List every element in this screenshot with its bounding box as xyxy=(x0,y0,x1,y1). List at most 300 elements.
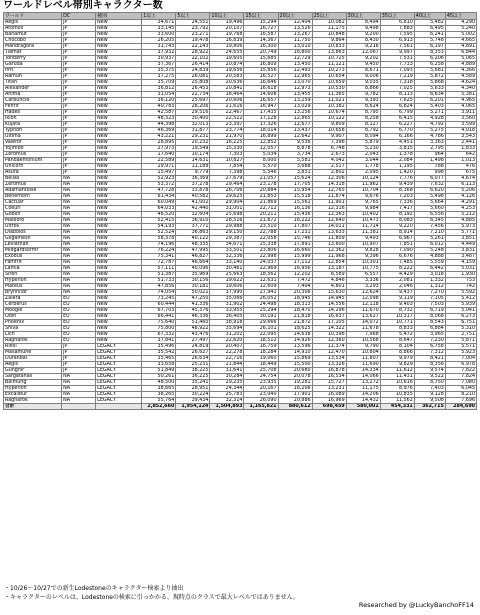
count-cell: 23,935 xyxy=(244,380,278,386)
column-header: 35以上 xyxy=(380,13,414,20)
count-cell: 12,965 xyxy=(278,74,312,80)
count-cell: 35,241 xyxy=(176,380,210,386)
count-cell: 53,372 xyxy=(142,182,176,188)
count-cell: 4,786 xyxy=(414,134,445,140)
dc-cell: JP xyxy=(62,32,96,38)
world-cell: Behemoth xyxy=(4,194,62,200)
count-cell: 4,291 xyxy=(445,200,476,206)
count-cell: 11,678 xyxy=(346,326,380,332)
count-cell: 9,006 xyxy=(346,74,380,80)
type-cell: New xyxy=(96,248,142,254)
count-cell: 8,000 xyxy=(244,158,278,164)
type-cell: New xyxy=(96,74,142,80)
count-cell: 1,833 xyxy=(445,146,476,152)
type-cell: New xyxy=(96,284,142,290)
count-cell: 10,771 xyxy=(380,320,414,326)
count-cell: 29,150 xyxy=(210,230,244,236)
type-cell xyxy=(96,404,142,410)
count-cell: 35,709 xyxy=(142,80,176,86)
count-cell: 13,259 xyxy=(278,98,312,104)
world-cell: Cerberus xyxy=(4,302,62,308)
count-cell: 61,434 xyxy=(142,194,176,200)
count-cell: 18,512 xyxy=(244,338,278,344)
count-cell: 1,312 xyxy=(414,284,445,290)
count-cell: 10,174 xyxy=(176,152,210,158)
count-cell: 5,581 xyxy=(278,158,312,164)
count-cell: 22,095 xyxy=(244,332,278,338)
count-cell: 21,844 xyxy=(210,362,244,368)
count-cell: 19,606 xyxy=(210,284,244,290)
count-cell: 22,620 xyxy=(210,338,244,344)
count-cell: 13,010 xyxy=(278,44,312,50)
count-cell: 7,854 xyxy=(210,164,244,170)
count-cell: 14,318 xyxy=(312,182,346,188)
count-cell: 9,997 xyxy=(380,50,414,56)
count-cell: 24,754 xyxy=(244,374,278,380)
type-cell: New xyxy=(96,92,142,98)
count-cell: 19,768 xyxy=(210,32,244,38)
dc-cell: EU xyxy=(62,314,96,320)
count-cell: 2,751 xyxy=(445,332,476,338)
count-cell: 22,712 xyxy=(244,206,278,212)
count-cell: 12,973 xyxy=(278,86,312,92)
count-cell: 24,655 xyxy=(210,50,244,56)
dc-cell: JP xyxy=(62,20,96,26)
dc-cell: NA xyxy=(62,392,96,398)
world-cell: Hyperion xyxy=(4,278,62,284)
count-cell: 10,382 xyxy=(312,104,346,110)
count-cell: 28,516 xyxy=(210,218,244,224)
count-cell: 6,824 xyxy=(380,104,414,110)
dc-cell: NA xyxy=(62,272,96,278)
count-cell: 7,396 xyxy=(312,140,346,146)
type-cell: New xyxy=(96,50,142,56)
count-cell: 7,883 xyxy=(380,26,414,32)
count-cell: 6,751 xyxy=(445,320,476,326)
count-cell: 16,646 xyxy=(244,80,278,86)
world-cell: Cactuar xyxy=(4,200,62,206)
world-cell: Ragnarok xyxy=(4,338,62,344)
count-cell: 7,733 xyxy=(380,62,414,68)
dc-cell: JP xyxy=(62,152,96,158)
count-cell: 22,969 xyxy=(244,266,278,272)
count-cell: 48,500 xyxy=(142,380,176,386)
count-cell: 29,387 xyxy=(210,236,244,242)
count-cell: 25,294 xyxy=(244,308,278,314)
count-cell: 13,267 xyxy=(278,32,312,38)
count-cell: 5,271 xyxy=(414,110,445,116)
column-header: 15以上 xyxy=(244,13,278,20)
count-cell: 26,090 xyxy=(244,398,278,404)
count-cell: 5,206 xyxy=(445,188,476,194)
count-cell: 11,121 xyxy=(312,62,346,68)
count-cell: 5,660 xyxy=(414,206,445,212)
count-cell: 40,582 xyxy=(176,194,210,200)
world-cell: Ragnarok xyxy=(4,398,62,404)
dc-cell: JP xyxy=(62,146,96,152)
count-cell: 6,844 xyxy=(445,50,476,56)
type-cell: New xyxy=(96,20,142,26)
count-cell: 31,877 xyxy=(176,128,210,134)
count-cell: 5,939 xyxy=(445,302,476,308)
type-cell: New xyxy=(96,302,142,308)
count-cell: 362,715 xyxy=(414,404,445,410)
count-cell: 25,697 xyxy=(176,98,210,104)
count-cell: 6,241 xyxy=(414,32,445,38)
count-cell: 8,732 xyxy=(380,308,414,314)
dc-cell: JP xyxy=(62,44,96,50)
count-cell: 16,759 xyxy=(244,344,278,350)
dc-cell xyxy=(62,404,96,410)
dc-cell: JP xyxy=(62,86,96,92)
type-cell: New xyxy=(96,320,142,326)
world-cell: Zeromus xyxy=(4,182,62,188)
count-cell: 6,810 xyxy=(380,20,414,26)
count-cell: 12,098 xyxy=(346,296,380,302)
count-cell: 30,461 xyxy=(210,266,244,272)
count-cell: 12,729 xyxy=(278,56,312,62)
count-cell: 14,945 xyxy=(312,296,346,302)
world-cell: Ridill xyxy=(4,344,62,350)
count-cell: 5,310 xyxy=(445,326,476,332)
dc-cell: NA xyxy=(62,176,96,182)
count-cell: 66,441 xyxy=(142,314,176,320)
count-cell: 6,634 xyxy=(414,92,445,98)
type-cell: New xyxy=(96,182,142,188)
count-cell: 6,557 xyxy=(346,272,380,278)
count-cell: 10,082 xyxy=(312,20,346,26)
count-cell: 16,727 xyxy=(244,26,278,32)
type-cell: LEGACY xyxy=(96,374,142,380)
count-cell: 26,634 xyxy=(176,356,210,362)
type-cell: New xyxy=(96,332,142,338)
count-cell: 8,647 xyxy=(380,338,414,344)
count-cell: 4,451 xyxy=(380,140,414,146)
count-cell: 29,235 xyxy=(210,380,244,386)
count-cell: 8,094 xyxy=(346,134,380,140)
count-cell: 9,393 xyxy=(346,98,380,104)
type-cell: New xyxy=(96,128,142,134)
count-cell: 20,841 xyxy=(210,86,244,92)
footnote: ・10/26～10/27での新生Lodestoneのキャラクター検索より抽出 xyxy=(4,585,184,592)
count-cell: 25,808 xyxy=(176,80,210,86)
count-cell: 4,159 xyxy=(445,260,476,266)
dc-cell: NA xyxy=(62,224,96,230)
count-cell: 7,696 xyxy=(445,398,476,404)
count-cell: 35,465 xyxy=(142,356,176,362)
count-cell: 1,930 xyxy=(445,272,476,278)
count-cell: 12,057 xyxy=(244,146,278,152)
count-cell: 6,206 xyxy=(414,56,445,62)
world-cell: Midgardsormr xyxy=(4,248,62,254)
footnotes xyxy=(4,584,299,602)
count-cell: 22,102 xyxy=(176,56,210,62)
world-cell: Mandragora xyxy=(4,44,62,50)
count-cell: 10,654 xyxy=(312,74,346,80)
count-cell: 8,878 xyxy=(278,146,312,152)
dc-cell: NA xyxy=(62,290,96,296)
count-cell: 9,200 xyxy=(346,32,380,38)
count-cell: 10,658 xyxy=(312,128,346,134)
count-cell: 4,889 xyxy=(445,62,476,68)
count-cell: 29,904 xyxy=(210,200,244,206)
count-cell: 9,907 xyxy=(312,134,346,140)
count-cell: 25,698 xyxy=(210,212,244,218)
count-cell: 7,822 xyxy=(445,368,476,374)
count-cell: 17,105 xyxy=(312,320,346,326)
count-cell: 9,437 xyxy=(380,290,414,296)
world-cell: Asura xyxy=(4,170,62,176)
count-cell: 454,331 xyxy=(380,404,414,410)
count-cell: 7,318 xyxy=(380,80,414,86)
count-cell: 1,013 xyxy=(445,158,476,164)
count-cell: 23,271 xyxy=(176,32,210,38)
dc-cell: NA xyxy=(62,218,96,224)
count-cell: 13,231 xyxy=(312,386,346,392)
count-cell: 8,192 xyxy=(380,212,414,218)
count-cell: 10,616 xyxy=(380,380,414,386)
type-cell: New xyxy=(96,62,142,68)
count-cell: 11,021 xyxy=(312,98,346,104)
world-cell: Masamune xyxy=(4,350,62,356)
count-cell: 1,778 xyxy=(346,164,380,170)
count-cell: 42,587 xyxy=(142,110,176,116)
count-cell: 1,504,893 xyxy=(210,404,244,410)
count-cell: 36,405 xyxy=(210,314,244,320)
count-cell: 19,656 xyxy=(210,68,244,74)
count-cell: 6,770 xyxy=(380,128,414,134)
count-cell: 6,012 xyxy=(414,242,445,248)
column-header: 種別 xyxy=(96,13,142,20)
count-cell: 37,278 xyxy=(176,182,210,188)
dc-cell: JP xyxy=(62,98,96,104)
count-cell: 21,869 xyxy=(244,200,278,206)
count-cell: 7,776 xyxy=(380,176,414,182)
type-cell: New xyxy=(96,104,142,110)
count-cell: 30,937 xyxy=(142,56,176,62)
count-cell: 76,224 xyxy=(142,248,176,254)
count-cell: 11,807 xyxy=(346,356,380,362)
count-cell: 46,336 xyxy=(176,314,210,320)
dc-cell: JP xyxy=(62,128,96,134)
count-cell: 5,546 xyxy=(244,170,278,176)
count-cell: 48,335 xyxy=(176,242,210,248)
count-cell: 13,627 xyxy=(346,314,380,320)
count-cell: 2,046 xyxy=(380,284,414,290)
count-cell: 11,381 xyxy=(346,230,380,236)
count-cell: 11,175 xyxy=(312,26,346,32)
column-header: 40以上 xyxy=(414,13,445,20)
count-cell: 23,510 xyxy=(244,224,278,230)
count-cell: 31,641 xyxy=(210,368,244,374)
type-cell: New xyxy=(96,134,142,140)
count-cell: 30,156 xyxy=(176,278,210,284)
count-cell: 6,556 xyxy=(414,212,445,218)
dc-cell: JP xyxy=(62,74,96,80)
count-cell: 5,472 xyxy=(380,332,414,338)
count-cell: 22,058 xyxy=(244,236,278,242)
count-cell: 5,275 xyxy=(414,128,445,134)
count-cell: 11,690 xyxy=(346,362,380,368)
count-cell: 788 xyxy=(414,164,445,170)
count-cell: 16,878 xyxy=(312,368,346,374)
count-cell: 51,387 xyxy=(142,272,176,278)
count-cell: 47,250 xyxy=(176,296,210,302)
column-header: 1以上 xyxy=(142,13,176,20)
count-cell: 35,694 xyxy=(210,326,244,332)
count-cell: 60,444 xyxy=(142,302,176,308)
type-cell: New xyxy=(96,122,142,128)
count-cell: 73,245 xyxy=(142,296,176,302)
count-cell: 12,642 xyxy=(278,134,312,140)
count-cell: 51,849 xyxy=(142,368,176,374)
type-cell: New xyxy=(96,218,142,224)
count-cell: 16,899 xyxy=(244,134,278,140)
count-cell: 46,369 xyxy=(142,128,176,134)
dc-cell: JP xyxy=(62,158,96,164)
dc-cell: JP xyxy=(62,110,96,116)
world-cell: Ultima xyxy=(4,134,62,140)
count-cell: 7,824 xyxy=(445,374,476,380)
count-cell: 20,749 xyxy=(244,50,278,56)
count-cell: 6,748 xyxy=(312,146,346,152)
count-cell: 11,901 xyxy=(312,200,346,206)
count-cell: 42,440 xyxy=(176,206,210,212)
world-cell: Unicorn xyxy=(4,164,62,170)
count-cell: 998 xyxy=(414,170,445,176)
column-header: 25以上 xyxy=(312,13,346,20)
dc-cell: JP xyxy=(62,170,96,176)
count-cell: 7,270 xyxy=(414,290,445,296)
count-cell: 50,021 xyxy=(176,290,210,296)
count-cell: 24,551 xyxy=(176,20,210,26)
count-cell: 37,367 xyxy=(142,62,176,68)
count-cell: 2,043 xyxy=(346,152,380,158)
count-cell: 12,624 xyxy=(346,290,380,296)
count-cell: 18,284 xyxy=(244,350,278,356)
count-cell: 4,674 xyxy=(445,176,476,182)
count-cell: 8,624 xyxy=(346,104,380,110)
count-cell: 20,636 xyxy=(210,80,244,86)
world-cell: Leviathan xyxy=(4,242,62,248)
count-cell: 19,281 xyxy=(278,380,312,386)
count-cell: 10,804 xyxy=(346,350,380,356)
type-cell: New xyxy=(96,278,142,284)
count-cell: 4,449 xyxy=(445,242,476,248)
count-cell: 33,878 xyxy=(176,188,210,194)
count-cell: 10,833 xyxy=(312,44,346,50)
world-cell: Tonberry xyxy=(4,56,62,62)
count-cell: 675 xyxy=(445,170,476,176)
count-cell: 26,627 xyxy=(176,350,210,356)
count-cell: 9,828 xyxy=(346,248,380,254)
dc-cell: NA xyxy=(62,284,96,290)
count-cell: 476 xyxy=(445,164,476,170)
count-cell: 12,609 xyxy=(244,284,278,290)
count-cell: 21,853 xyxy=(244,194,278,200)
count-cell: 24,819 xyxy=(176,344,210,350)
count-cell: 21,057 xyxy=(244,176,278,182)
world-cell: Bahamut xyxy=(4,32,62,38)
count-cell: 4,253 xyxy=(445,206,476,212)
count-cell: 5,230 xyxy=(346,146,380,152)
count-cell: 13,450 xyxy=(278,62,312,68)
count-cell: 43,221 xyxy=(142,134,176,140)
count-cell: 10,848 xyxy=(312,32,346,38)
research-credit: Researched by @LuckyBanchoFF14 xyxy=(358,601,474,609)
count-cell: 17,231 xyxy=(278,230,312,236)
count-cell: 32,336 xyxy=(210,254,244,260)
count-cell: 20,211 xyxy=(244,212,278,218)
count-cell: 30,191 xyxy=(244,314,278,320)
dc-cell: NA xyxy=(62,278,96,284)
dc-cell: JP xyxy=(62,356,96,362)
count-cell: 9,779 xyxy=(176,170,210,176)
count-cell: 5,412 xyxy=(445,296,476,302)
count-cell: 1,165,821 xyxy=(244,404,278,410)
type-cell: New xyxy=(96,236,142,242)
count-cell: 13,437 xyxy=(278,128,312,134)
count-cell: 8,353 xyxy=(414,50,445,56)
count-cell: 26,706 xyxy=(210,188,244,194)
dc-cell: JP xyxy=(62,350,96,356)
world-cell: Gilgamesh xyxy=(4,236,62,242)
column-header: 20以上 xyxy=(278,13,312,20)
count-cell: 16,956 xyxy=(278,266,312,272)
count-cell: 284,690 xyxy=(445,404,476,410)
footnote: ・キャラクターのレベルは、Lodestoneの検索に引っかかる、現時点のクラスで最大レベルではありません。 xyxy=(4,594,300,601)
count-cell: 9,202 xyxy=(346,56,380,62)
dc-cell: NA xyxy=(62,236,96,242)
count-cell: 11,962 xyxy=(346,182,380,188)
count-cell: 5,498 xyxy=(414,194,445,200)
count-cell: 7,595 xyxy=(380,32,414,38)
world-cell: Zeromus xyxy=(4,152,62,158)
column-header: 30以上 xyxy=(346,13,380,20)
count-cell: 8,421 xyxy=(414,356,445,362)
count-cell: 30,224 xyxy=(176,392,210,398)
type-cell: New xyxy=(96,314,142,320)
total-row xyxy=(4,404,477,410)
type-cell: New xyxy=(96,212,142,218)
count-cell: 54,193 xyxy=(142,224,176,230)
count-cell: 16,618 xyxy=(244,86,278,92)
count-cell: 12,631 xyxy=(244,278,278,284)
count-cell: 29,625 xyxy=(210,194,244,200)
count-cell: 14,296 xyxy=(312,308,346,314)
count-cell: 9,829 xyxy=(380,362,414,368)
count-cell: 8,976 xyxy=(380,386,414,392)
world-cell: Coeurl xyxy=(4,206,62,212)
count-cell: 9,508 xyxy=(414,398,445,404)
count-cell: 16,809 xyxy=(244,62,278,68)
count-cell: 8,222 xyxy=(380,266,414,272)
type-cell: New xyxy=(96,164,142,170)
dc-cell: JP xyxy=(62,56,96,62)
count-cell: 5,381 xyxy=(445,92,476,98)
type-cell: New xyxy=(96,260,142,266)
count-cell: 6,258 xyxy=(414,62,445,68)
count-cell: 10,124 xyxy=(346,176,380,182)
count-cell: 8,866 xyxy=(380,350,414,356)
dc-cell: NA xyxy=(62,260,96,266)
count-cell: 22,716 xyxy=(210,356,244,362)
count-cell: 23,397 xyxy=(210,122,244,128)
count-cell: 26,453 xyxy=(176,86,210,92)
type-cell: New xyxy=(96,188,142,194)
count-cell: 7,093 xyxy=(380,68,414,74)
count-cell: 12,677 xyxy=(278,122,312,128)
